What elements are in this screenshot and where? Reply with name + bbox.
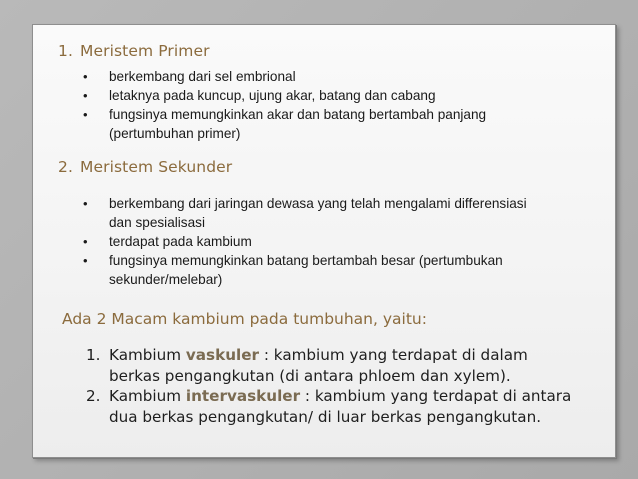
kambium-intro-text: Ada 2 Macam kambium pada tumbuhan, yaitu: bbox=[62, 310, 427, 328]
bullet-text: fungsinya memungkinkan akar dan batang bertambah panjang (pertumbuhan primer) bbox=[109, 107, 487, 141]
item-number: 1. bbox=[86, 346, 101, 364]
section-number: 2. bbox=[58, 158, 73, 176]
bullet-text: letaknya pada kuncup, ujung akar, batang dan cabang bbox=[109, 88, 436, 103]
section-heading-meristem-sekunder bbox=[58, 158, 232, 176]
item-prefix: Kambium bbox=[109, 387, 186, 405]
bullet-text: berkembang dari jaringan dewasa yang telah mengalami differensiasi dan spesialisasi bbox=[109, 196, 527, 230]
list-item bbox=[83, 232, 549, 251]
bullet-list-meristem-sekunder bbox=[83, 194, 549, 289]
kambium-term: intervaskuler bbox=[185, 387, 301, 405]
bullet-text: fungsinya memungkinkan batang bertambah besar (pertumbukan sekunder/melebar) bbox=[109, 253, 503, 287]
kambium-term: vaskuler bbox=[185, 346, 260, 364]
kambium-list bbox=[86, 345, 579, 427]
item-number: 2. bbox=[86, 387, 101, 405]
section-heading-meristem-primer bbox=[58, 42, 210, 60]
bullet-icon: • bbox=[83, 88, 88, 103]
item-prefix: Kambium bbox=[109, 346, 186, 364]
section-number: 1. bbox=[58, 42, 73, 60]
list-item bbox=[83, 251, 549, 289]
section-title: Meristem Sekunder bbox=[80, 158, 233, 176]
item-description: : kambium yang terdapat di antara dua berkas pengangkutan/ di luar berkas pengangkutan. bbox=[109, 387, 572, 426]
bullet-icon: • bbox=[83, 196, 88, 211]
bullet-icon: • bbox=[83, 107, 88, 122]
bullet-list-meristem-primer bbox=[83, 67, 549, 143]
item-description: : kambium yang terdapat di dalam berkas pengangkutan (di antara phloem dan xylem). bbox=[109, 346, 528, 385]
section-title: Meristem Primer bbox=[80, 42, 210, 60]
bullet-text: terdapat pada kambium bbox=[109, 234, 252, 249]
list-item bbox=[86, 345, 579, 386]
list-item bbox=[83, 105, 549, 143]
bullet-icon: • bbox=[83, 234, 88, 249]
bullet-icon: • bbox=[83, 69, 88, 84]
list-item bbox=[83, 86, 549, 105]
list-item bbox=[86, 386, 579, 427]
list-item bbox=[83, 194, 549, 232]
bullet-icon: • bbox=[83, 253, 88, 268]
bullet-text: berkembang dari sel embrional bbox=[109, 69, 296, 84]
list-item bbox=[83, 67, 549, 86]
